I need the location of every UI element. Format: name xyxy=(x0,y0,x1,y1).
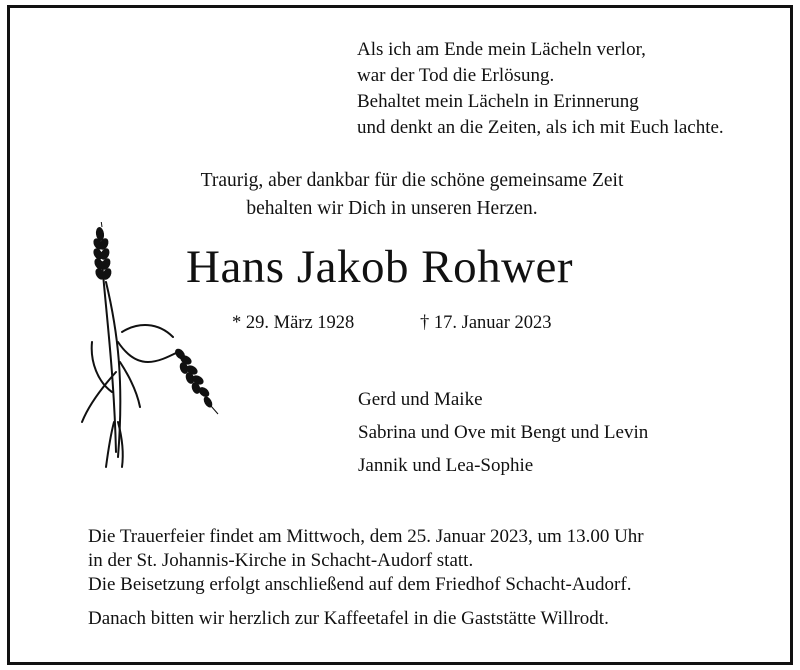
intro-line: behalten wir Dich in unseren Herzen. xyxy=(246,198,538,219)
poem-line: Als ich am Ende mein Lächeln verlor, xyxy=(357,39,646,60)
funeral-info-line: Die Beisetzung erfolgt anschließend auf dem Friedhof Schacht-Audorf. xyxy=(88,574,632,595)
intro-text xyxy=(0,167,764,223)
funeral-info-line: in der St. Johannis-Kirche in Schacht-Audorf statt. xyxy=(88,550,474,571)
closing-note: Danach bitten wir herzlich zur Kaffeetafel in die Gaststätte Willrodt. xyxy=(88,608,609,629)
mourner-entry: Jannik und Lea-Sophie xyxy=(358,455,534,476)
mourners-list xyxy=(358,383,648,482)
funeral-info xyxy=(88,525,644,597)
mourner-entry: Sabrina und Ove mit Bengt und Levin xyxy=(358,422,649,443)
mourner-entry: Gerd und Maike xyxy=(358,389,483,410)
poem-line: Behaltet mein Lächeln in Erinnerung xyxy=(357,91,639,112)
intro-line: Traurig, aber dankbar für die schöne gemeinsame Zeit xyxy=(200,170,624,191)
funeral-info-line: Die Trauerfeier findet am Mittwoch, dem 25. Januar 2023, um 13.00 Uhr xyxy=(88,526,644,547)
birth-date: * 29. März 1928 xyxy=(232,313,355,333)
deceased-name: Hans Jakob Rohwer xyxy=(186,241,574,293)
death-date: † 17. Januar 2023 xyxy=(420,313,552,333)
poem-line: und denkt an die Zeiten, als ich mit Euch lachte. xyxy=(357,117,724,138)
poem-line: war der Tod die Erlösung. xyxy=(357,65,555,86)
poem xyxy=(357,37,724,141)
